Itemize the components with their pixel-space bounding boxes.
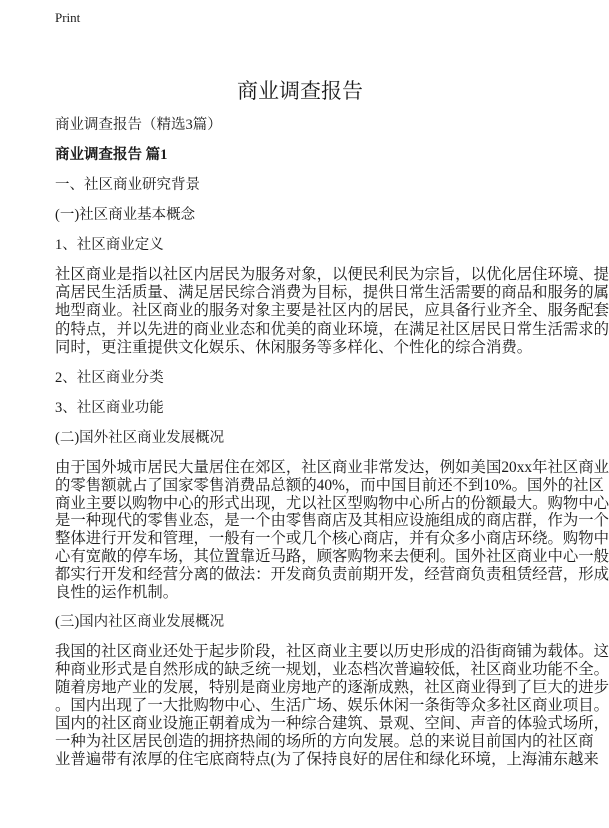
text-line: 都实行开发和经营分离的做法：开发商负责前期开发，经营商负责租赁经营，形成 [55,565,609,583]
heading-foreign-overview: (二)国外社区商业发展概况 [55,429,225,446]
print-link[interactable]: Print [55,10,81,25]
text-line: 一种为社区居民创造的拥挤热闹的场所的方向发展。总的来说目前国内的社区商 [55,733,594,751]
document-subtitle: 商业调查报告（精选3篇） [55,117,222,133]
text-line: 的零售额就占了国家零售消费品总额的40%，而中国目前还不到10%。国外的社区 [55,476,604,494]
section-heading: 商业调查报告 篇1 [55,147,168,163]
heading-domestic-overview: (三)国内社区商业发展概况 [55,614,225,631]
paragraph-foreign [55,458,609,601]
heading-basic-concept: (一)社区商业基本概念 [55,207,196,223]
text-line: 的特点，并以先进的商业业态和优美的商业环境，在满足社区居民日常生活需求的 [55,320,609,338]
text-line: 商业主要以购物中心的形式出现，尤以社区型购物中心所占的份额最大。购物中心 [55,494,609,512]
heading-research-background: 一、社区商业研究背景 [55,177,200,193]
text-line: 良性的运作机制。 [55,583,179,601]
text-line: 社区商业是指以社区内居民为服务对象，以便民利民为宗旨，以优化居住环境、提 [55,266,609,283]
text-line: 。国内出现了一大批购物中心、生活广场、娱乐休闲一条街等众多社区商业项目。 [55,697,609,715]
heading-classification: 2、社区商业分类 [55,369,164,386]
paragraph-domestic [55,643,609,769]
text-line: 业普遍带有浓厚的住宅底商特点(为了保持良好的居住和绿化环境，上海浦东越来 [55,751,599,769]
paragraph-definition [55,266,609,357]
heading-definition: 1、社区商业定义 [55,237,164,253]
text-line: 地型商业。社区商业的服务对象主要是社区内的居民，应具备行业齐全、服务配套 [55,302,609,320]
heading-function: 3、社区商业功能 [55,399,164,416]
text-line: 心有宽敞的停车场，其位置靠近马路，顾客购物来去便利。国外社区商业中心一般 [55,547,609,565]
text-line: 高居民生活质量、满足居民综合消费为目标，提供日常生活需要的商品和服务的属 [55,284,609,302]
text-line: 是一种现代的零售业态，是一个由零售商店及其相应设施组成的商店群，作为一个 [55,512,609,530]
text-line: 我国的社区商业还处于起步阶段，社区商业主要以历史形成的沿街商铺为载体。这 [55,643,609,661]
text-line: 整体进行开发和管理，一般有一个或几个核心商店，并有众多小商店环绕。购物中 [55,530,609,548]
text-line: 由于国外城市居民大量居住在郊区，社区商业非常发达，例如美国20xx年社区商业 [55,458,609,476]
text-line: 随着房地产业的发展，特别是商业房地产的逐渐成熟，社区商业得到了巨大的进步 [55,679,609,697]
text-line: 国内的社区商业设施正朝着成为一种综合建筑、景观、空间、声音的体验式场所， [55,715,609,733]
text-line: 种商业形式是自然形成的缺乏统一规划，业态档次普遍较低，社区商业功能不全。 [55,661,609,679]
text-line: 同时，更注重提供文化娱乐、休闲服务等多样化、个性化的综合消费。 [55,338,533,356]
page-title: 商业调查报告 [237,79,363,103]
